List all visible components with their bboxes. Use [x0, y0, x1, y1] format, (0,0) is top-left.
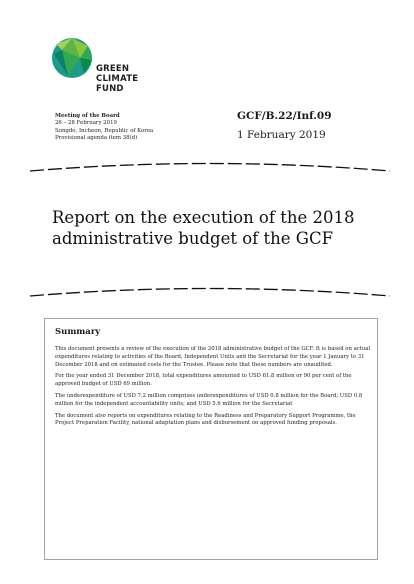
summary-paragraph: The underexpenditure of USD 7.2 million comprises underexpenditures of USD 0.8 million for the Board; USD 0.8 million for the independent accountability units; and USD 5.6 million for the Secretariat [55, 392, 363, 407]
wave-divider-bottom [0, 283, 414, 303]
globe-icon [50, 36, 94, 80]
gcf-logo [50, 36, 170, 106]
page-title [52, 207, 382, 249]
title-line: administrative budget of the GCF [52, 229, 334, 248]
wave-divider-top [0, 158, 414, 178]
document-date: 1 February 2019 [237, 129, 326, 141]
logo-line: FUND [96, 84, 124, 94]
summary-paragraph: For the year ended 31 December 2018, total expenditures amounted to USD 61.8 million or 90 per cent of the approved budget of USD 69 million. [55, 373, 352, 388]
meeting-location: Songdo, Incheon, Republic of Korea [55, 127, 154, 134]
logo-wordmark [96, 64, 138, 94]
meeting-agenda: Provisional agenda item 38(d) [55, 135, 138, 142]
summary-paragraph: The document also reports on expenditures relating to the Readiness and Preparatory Support Programme, the Project Preparation Facility, national adaptation plans and disbursement on approved funding proposals. [55, 412, 356, 427]
logo-line: GREEN [96, 64, 130, 74]
summary-paragraph: This document presents a review of the execution of the 2018 administrative budget of the GCF. It is based on actual expenditures relating to activities of the Board, Independent Units and the Secretariat for the year 1 January to 31 December 2018 and on estimated costs for the Trustee. Please note that these numbers are unaudited. [55, 346, 371, 368]
title-line: Report on the execution of the 2018 [52, 208, 355, 227]
summary-box [44, 318, 378, 560]
logo-line: CLIMATE [96, 74, 139, 84]
summary-body [55, 346, 373, 432]
meeting-info [55, 113, 153, 143]
meeting-dates: 26 – 28 February 2019 [55, 120, 117, 127]
document-number: GCF/B.22/Inf.09 [237, 110, 332, 122]
summary-heading: Summary [55, 327, 101, 337]
meeting-label: Meeting of the Board [55, 113, 120, 119]
